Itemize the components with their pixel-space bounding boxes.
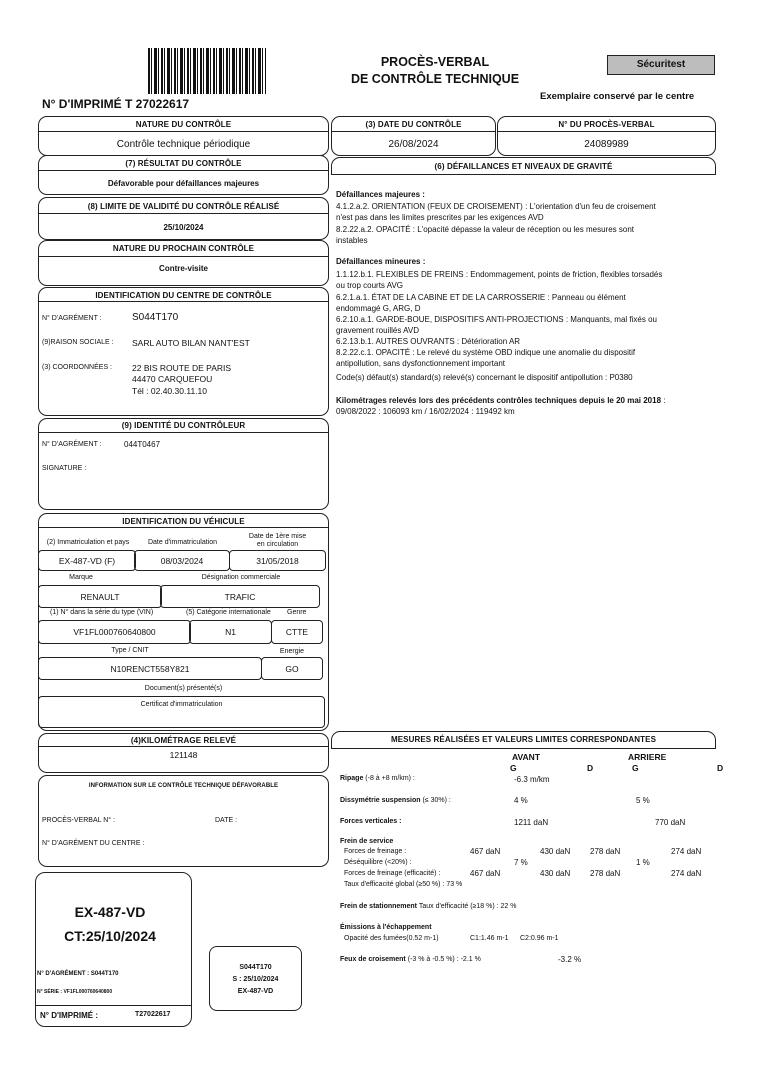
nature-value: Contrôle technique périodique <box>116 139 251 150</box>
mineure-4: 6.2.13.b.1. AUTRES OUVRANTS : Détérioration AR <box>336 337 521 346</box>
imprime-number: N° D'IMPRIMÉ T 27022617 <box>42 97 190 111</box>
mineures-title: Défaillances mineures : <box>336 257 426 266</box>
centre-coord-label: (3) COORDONNÉES : <box>42 364 113 371</box>
controleur-agrement-label: N° D'AGRÉMENT : <box>42 441 102 448</box>
nature-label: NATURE DU CONTRÔLE <box>135 120 232 129</box>
pv-value: 24089989 <box>584 139 629 150</box>
dissym-row <box>340 797 451 804</box>
ripage-limit: (-8 à +8 m/km) : <box>363 775 415 782</box>
resultat-label: (7) RÉSULTAT DU CONTRÔLE <box>125 159 242 168</box>
forces-vert-ar: 770 daN <box>655 818 686 827</box>
vignette-serie: N° SÉRIE : VF1FL000760640800 <box>37 989 113 995</box>
marque-label: Marque <box>69 574 93 581</box>
energie-label: Energie <box>279 648 305 655</box>
marque-value: RENAULT <box>38 585 162 608</box>
defaillances-label: (6) DÉFAILLANCES ET NIVEAUX DE GRAVITÉ <box>434 162 613 171</box>
designation-label: Désignation commerciale <box>201 574 281 581</box>
centre-agrement-label: N° D'AGRÉMENT : <box>42 315 102 322</box>
type-label: Type / CNIT <box>111 647 149 654</box>
deseq-ar: 1 % <box>636 858 650 867</box>
majeures-title: Défaillances majeures : <box>336 190 425 199</box>
ffe-label: Forces de freinage (efficacité) : <box>344 870 441 877</box>
vin-value: VF1FL000760640800 <box>38 620 191 644</box>
centre-raison: SARL AUTO BILAN NANT'EST <box>132 338 250 348</box>
energie-value: GO <box>261 657 323 680</box>
avant-g: G <box>510 763 517 773</box>
mise-circ-label2: en circulation <box>256 541 299 548</box>
centre-box <box>38 287 329 416</box>
ff-avd: 430 daN <box>540 847 571 856</box>
majeure-2: 8.2.22.a.2. OPACITÉ : L'opacité dépasse la valeur de réception ou les mesures sont instables <box>336 225 634 245</box>
forces-vert-av: 1211 daN <box>514 818 549 827</box>
frein-service-label: Frein de service <box>340 838 394 845</box>
stationnement-row <box>340 903 517 910</box>
dissym-limit: (≤ 30%) : <box>420 797 451 804</box>
mise-circ-label1: Date de 1ère mise <box>248 533 307 540</box>
vehicule-label: IDENTIFICATION DU VÉHICULE <box>122 517 245 526</box>
immat-label: (2) Immatriculation et pays <box>46 539 130 546</box>
deseq-label: Déséquilibre (<20%) : <box>344 859 412 866</box>
info-label: INFORMATION SUR LE CONTRÔLE TECHNIQUE DÉFAVORABLE <box>88 783 279 789</box>
centre-addr2: 44470 CARQUEFOU <box>132 374 213 384</box>
vignette-agrement: N° D'AGRÉMENT : S044T170 <box>37 971 119 977</box>
vignette-ct: CT:25/10/2024 <box>64 928 156 944</box>
stationnement-label: Frein de stationnement <box>340 903 418 910</box>
forces-freinage-label: Forces de freinage : <box>344 848 407 855</box>
feux-value2: -3.2 % <box>558 955 582 964</box>
ff-arg: 278 daN <box>590 847 621 856</box>
feux-limit: (-3 % à -0.5 %) : -2.1 % <box>405 956 481 963</box>
dissym-ar: 5 % <box>636 796 650 805</box>
mesures-label: MESURES RÉALISÉES ET VALEURS LIMITES CORRESPONDANTES <box>390 735 657 744</box>
signature-label: SIGNATURE : <box>42 465 87 472</box>
km-history <box>336 395 676 417</box>
arriere-d: D <box>717 763 724 773</box>
centre-agrement: S044T170 <box>132 312 179 323</box>
deseq-av: 7 % <box>514 858 528 867</box>
copy-note: Exemplaire conservé par le centre <box>540 91 695 102</box>
mineure-1: 1.1.12.b.1. FLEXIBLES DE FREINS : Endommagement, points de friction, flexibles torsadés ou trop courts AVG <box>336 270 663 290</box>
centre-label: IDENTIFICATION DU CENTRE DE CONTRÔLE <box>95 291 272 300</box>
opacite-label: Opacité des fumées(0.52 m-1) <box>344 935 439 942</box>
ffe-avd: 430 daN <box>540 869 571 878</box>
km-value: 121148 <box>169 750 198 760</box>
type-value: N10RENCT558Y821 <box>38 657 262 680</box>
mineure-3: 6.2.10.a.1. GARDE-BOUE, DISPOSITIFS ANTI-PROJECTIONS : Manquants, mal fixés ou gravement rouillés AVD <box>336 315 657 335</box>
barcode <box>148 48 266 94</box>
mineure-5: 8.2.22.c.1. OPACITÉ : Le relevé du système OBD indique une anomalie du dispositif antipollution, sans dysfonctionnement important <box>336 348 636 368</box>
resultat-value: Défavorable pour défaillances majeures <box>107 179 260 188</box>
km-label: (4)KILOMÉTRAGE RELEVÉ <box>130 736 237 745</box>
ripage-label: Ripage <box>340 775 364 782</box>
ripage-row <box>340 775 415 782</box>
validite-label: (8) LIMITE DE VALIDITÉ DU CONTRÔLE RÉALISÉ <box>87 202 280 211</box>
feux-label: Feux de croisement <box>340 956 406 963</box>
feux-row <box>340 956 481 963</box>
centre-addr1: 22 BIS ROUTE DE PARIS <box>132 363 232 373</box>
info-agrement-label: N° D'AGRÉMENT DU CENTRE : <box>42 840 145 847</box>
date-label: (3) DATE DU CONTRÔLE <box>365 120 462 129</box>
centre-raison-label: (9)RAISON SOCIALE : <box>42 339 114 346</box>
majeure-1: 4.1.2.a.2. ORIENTATION (FEUX DE CROISEMENT) : L'orientation d'un feu de croisement n'est pas dans les limites prescrites par les exigences AVD <box>336 202 656 222</box>
date-immat-label: Date d'immatriculation <box>147 539 218 546</box>
vignette <box>35 872 192 1027</box>
stationnement-value: Taux d'efficacité (≥18 %) : 22 % <box>417 903 517 910</box>
opacite-c2: C2:0.96 m-1 <box>520 935 559 942</box>
categorie-value: N1 <box>189 620 272 644</box>
ripage-value: -6.3 m/km <box>514 775 550 784</box>
arriere-label: ARRIERE <box>628 752 667 762</box>
vignette-imprime: T27022617 <box>135 1011 171 1018</box>
centre-tel: Tél : 02.40.30.11.10 <box>132 386 207 396</box>
avant-label: AVANT <box>512 752 541 762</box>
controleur-label: (9) IDENTITÉ DU CONTRÔLEUR <box>121 421 246 430</box>
date-immat-value: 08/03/2024 <box>134 550 230 571</box>
mineure-6: Code(s) défaut(s) standard(s) relevé(s) concernant le dispositif antipollution : P0380 <box>336 373 633 382</box>
info-date-label: DATE : <box>215 817 238 824</box>
taux-label: Taux d'efficacité global (≥50 %) : 73 % <box>344 881 463 888</box>
documents-label: Document(s) présenté(s) <box>144 685 223 692</box>
doc-title-line1: PROCÈS-VERBAL <box>380 55 490 69</box>
opacite-c1: C1:1.46 m-1 <box>470 935 509 942</box>
immat-value: EX-487-VD (F) <box>38 550 136 571</box>
dissym-av: 4 % <box>514 796 528 805</box>
genre-label: Genre <box>287 609 307 616</box>
categorie-label: (5) Catégorie internationale <box>186 609 271 616</box>
vignette-imprime-label: N° D'IMPRIMÉ : <box>40 1011 98 1020</box>
vignette-plate: EX-487-VD <box>74 904 146 920</box>
dissym-label: Dissymétrie suspension <box>340 797 421 804</box>
brand-badge: Sécuritest <box>607 55 715 75</box>
ffe-arg: 278 daN <box>590 869 621 878</box>
date-value: 26/08/2024 <box>388 139 439 150</box>
stamp-line3: EX-487-VD <box>237 988 274 995</box>
emissions-label: Émissions à l'échappement <box>340 924 432 931</box>
designation-value: TRAFIC <box>160 585 320 608</box>
info-pv-label: PROCÈS-VERBAL N° : <box>42 817 115 824</box>
mise-circ-value: 31/05/2018 <box>229 550 326 571</box>
ffe-avg: 467 daN <box>470 869 501 878</box>
validite-value: 25/10/2024 <box>163 223 204 232</box>
avant-d: D <box>587 763 594 773</box>
ff-ard: 274 daN <box>671 847 702 856</box>
stamp-line1: S044T170 <box>239 964 272 971</box>
genre-value: CTTE <box>271 620 323 644</box>
doc-title-line2: DE CONTRÔLE TECHNIQUE <box>350 72 520 86</box>
prochain-value: Contre-visite <box>159 264 208 273</box>
arriere-g: G <box>632 763 639 773</box>
documents-value: Certificat d'immatriculation <box>38 696 325 728</box>
ff-avg: 467 daN <box>470 847 501 856</box>
km-history-title: Kilométrages relevés lors des précédents contrôles techniques depuis le 20 mai 2018 <box>336 396 662 405</box>
mineure-2: 6.2.1.a.1. ÉTAT DE LA CABINE ET DE LA CARROSSERIE : Panneau ou élément endommagé G, ARG, D <box>336 293 626 313</box>
km-history-values: : 09/08/2022 : 106093 km / 16/02/2024 : 119492 km <box>336 396 666 416</box>
controleur-agrement: 044T0467 <box>124 440 161 449</box>
vin-label: (1) N° dans la série du type (VIN) <box>50 609 154 616</box>
forces-vert-label: Forces verticales : <box>340 818 402 825</box>
pv-label: N° DU PROCÈS-VERBAL <box>558 120 655 129</box>
ffe-ard: 274 daN <box>671 869 702 878</box>
stamp-line2: S : 25/10/2024 <box>232 976 279 983</box>
prochain-label: NATURE DU PROCHAIN CONTRÔLE <box>112 244 255 253</box>
